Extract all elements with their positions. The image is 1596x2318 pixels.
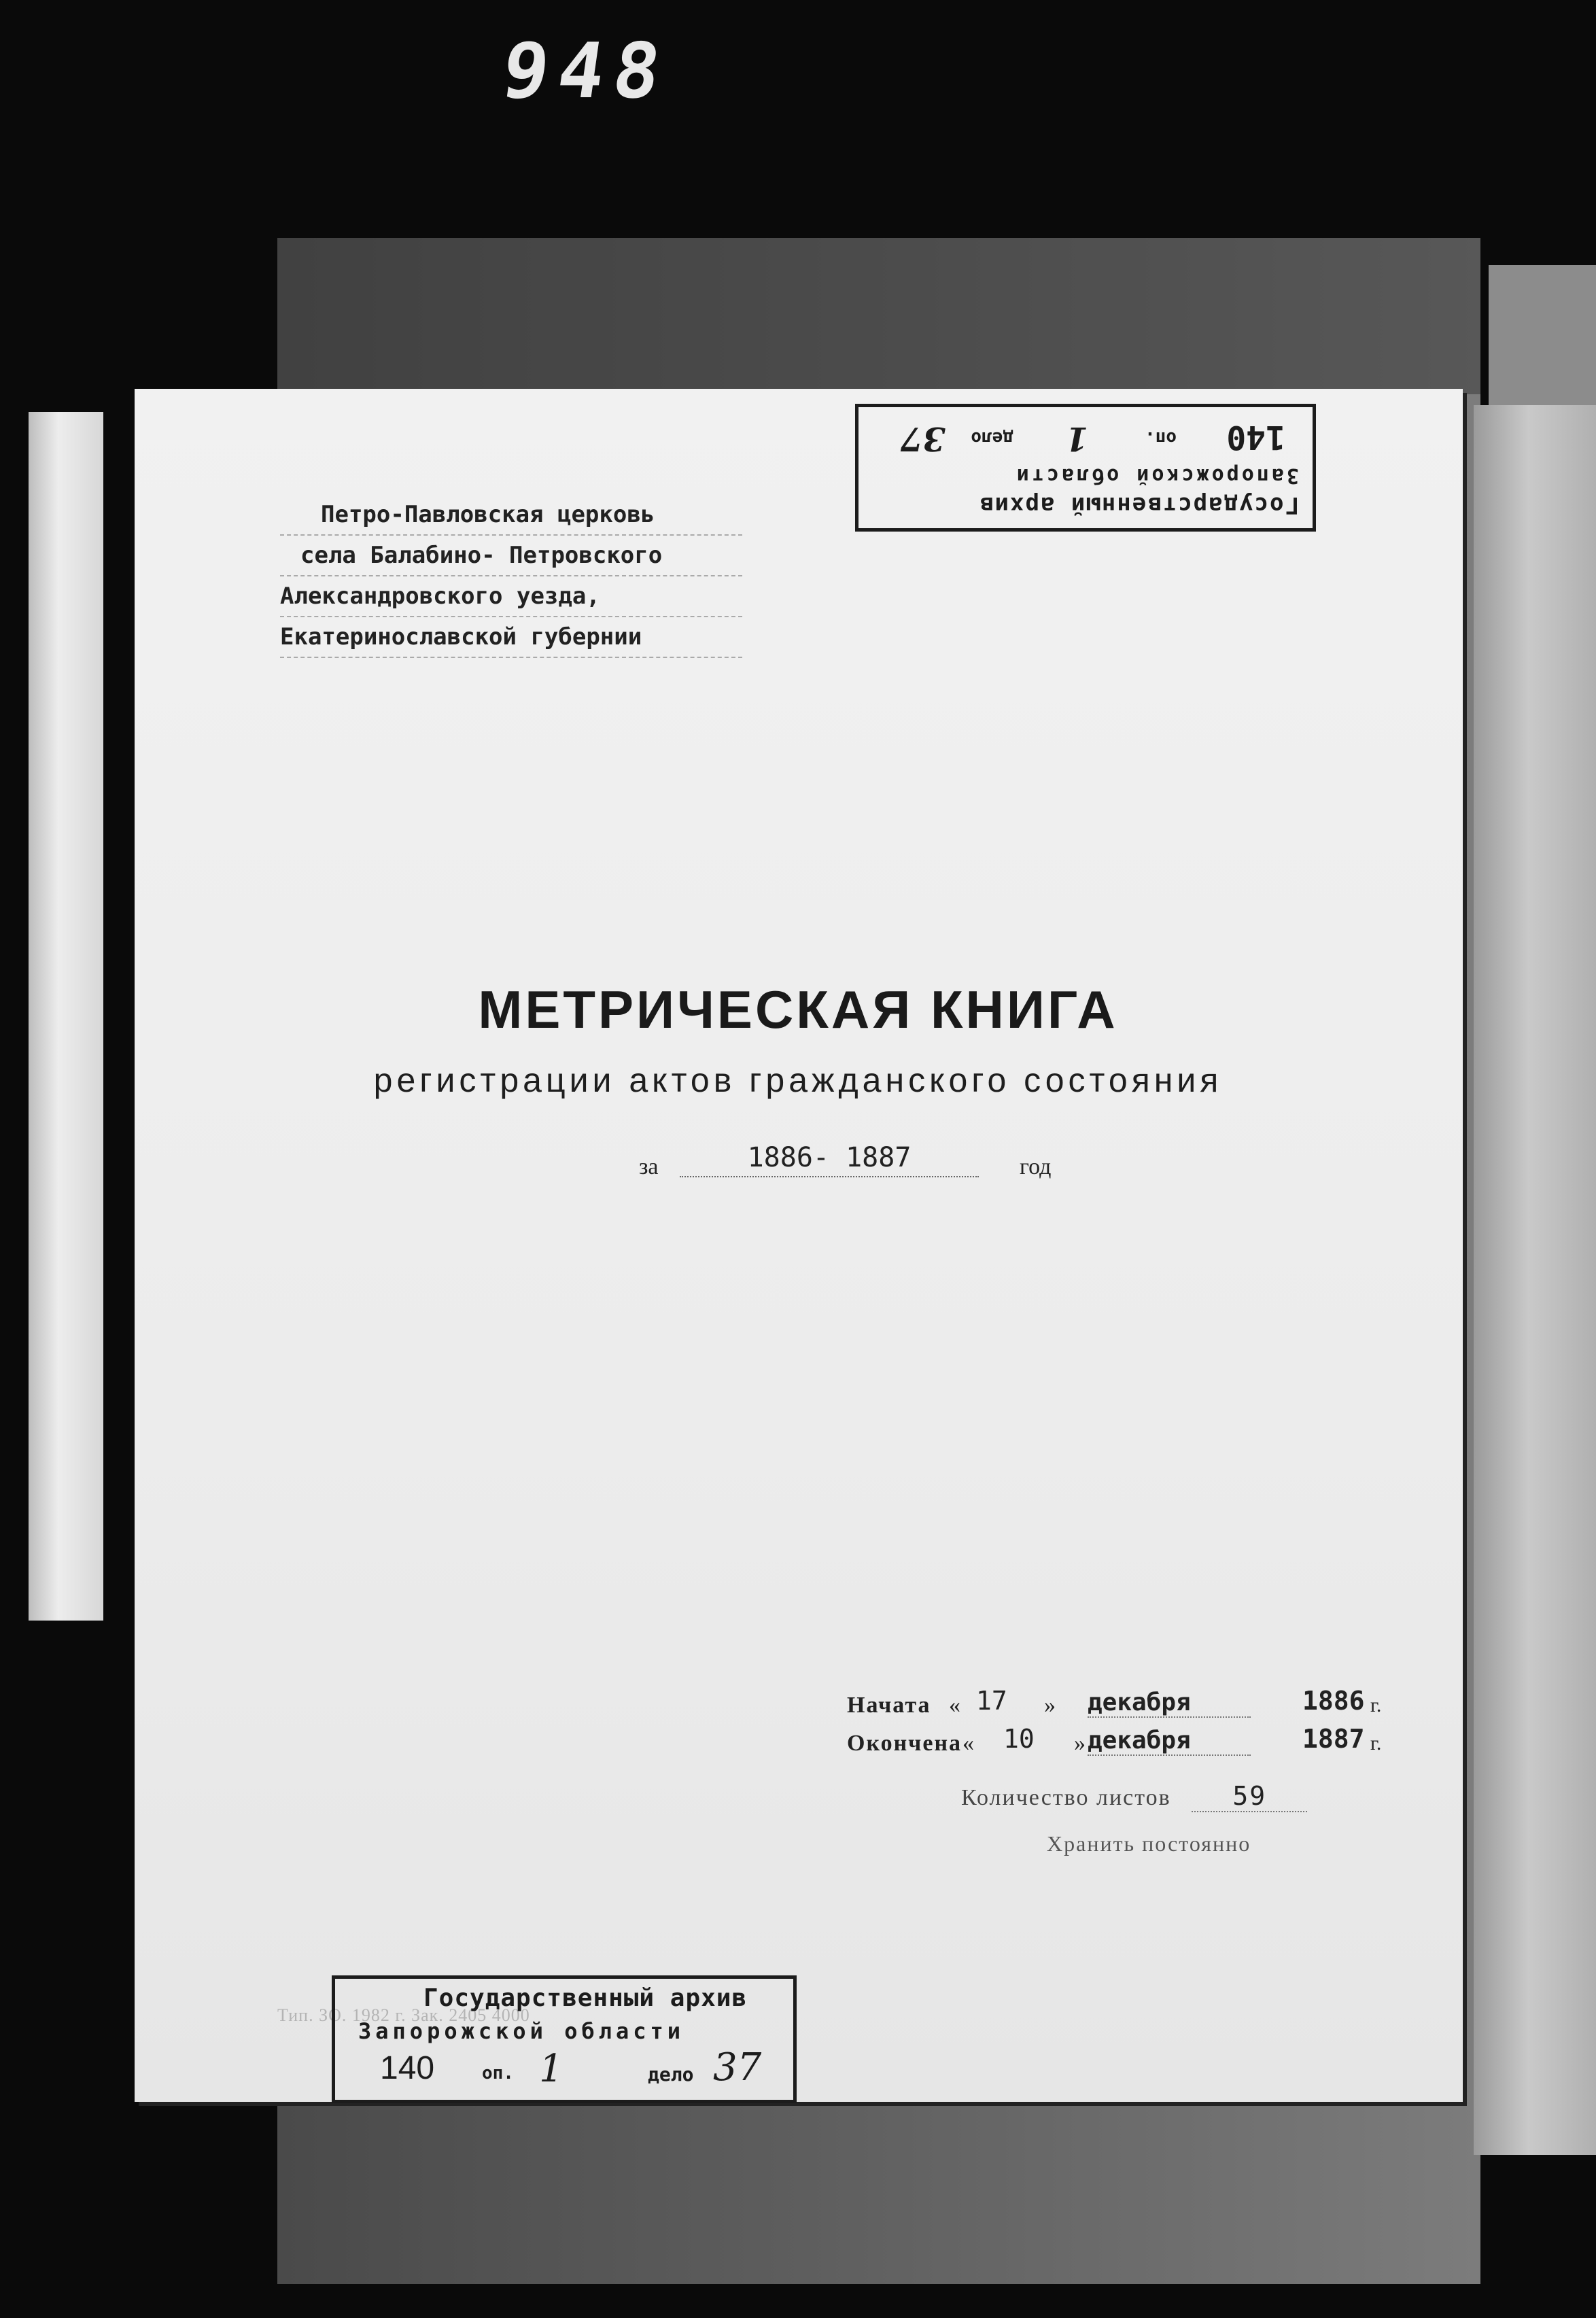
stamp-region-name: Запорожской области — [358, 2018, 685, 2044]
document-subtitle: регистрации актов гражданского состояния — [373, 1061, 1223, 1099]
end-year: 1887 — [1302, 1724, 1365, 1754]
stamp-archive-name: Государственный архив — [978, 491, 1299, 519]
stamp-opis-number: 1 — [1065, 419, 1088, 457]
stamp-opis-label: оп. — [482, 2063, 514, 2083]
stamp-region-name: Запорожской области — [1013, 464, 1299, 487]
stamp-delo-label: дело — [971, 428, 1013, 448]
right-sheet-edge — [1489, 265, 1596, 408]
stamp-opis-label: оп. — [1145, 428, 1177, 448]
printer-imprint: Тип. ЗО. 1982 г. Зак. 2405 4000 — [277, 2005, 530, 2025]
period-prefix: за — [639, 1154, 659, 1179]
start-date-row — [847, 1686, 1404, 1724]
start-year: 1886 — [1302, 1686, 1365, 1716]
period-suffix: год — [1020, 1154, 1052, 1179]
stamp-fund-number: 140 — [1226, 418, 1285, 456]
village-name: села Балабино- Петровского — [280, 536, 742, 576]
archive-stamp-bottom — [332, 1975, 797, 2103]
church-address-block — [280, 495, 742, 658]
start-quote-open: « — [949, 1693, 960, 1718]
stamp-fund-number: 140 — [380, 2050, 435, 2086]
stamp-delo-number: 37 — [900, 419, 946, 457]
end-year-suffix: г. — [1370, 1732, 1382, 1754]
uezd-name: Александровского уезда, — [280, 576, 742, 617]
end-day: 10 — [1003, 1724, 1035, 1754]
stamp-delo-label: дело — [648, 2063, 694, 2086]
document-title: МЕТРИЧЕСКАЯ КНИГА — [478, 980, 1118, 1039]
archive-stamp-top — [855, 404, 1316, 532]
start-label: Начата — [847, 1693, 931, 1718]
period-years: 1886- 1887 — [680, 1142, 979, 1177]
start-month: декабря — [1088, 1689, 1251, 1718]
end-month: декабря — [1088, 1727, 1251, 1756]
start-year-suffix: г. — [1370, 1694, 1382, 1716]
sheet-count-label: Количество листов — [961, 1785, 1171, 1810]
end-date-row — [847, 1724, 1404, 1762]
back-board-shadow — [277, 238, 1480, 394]
start-day: 17 — [976, 1686, 1007, 1716]
frame-number: 948 — [496, 27, 676, 116]
stamp-archive-name: Государственный архив — [423, 1984, 748, 2012]
end-quote-open: « — [962, 1731, 974, 1756]
right-paper-sheet — [1474, 405, 1596, 2155]
sheet-count-value: 59 — [1192, 1781, 1307, 1812]
sheet-count-row — [961, 1781, 1307, 1812]
date-range-block — [847, 1686, 1404, 1762]
stamp-opis-number: 1 — [539, 2047, 563, 2091]
stamp-delo-number: 37 — [713, 2045, 762, 2090]
retention-note: Хранить постоянно — [1047, 1831, 1251, 1856]
church-name: Петро-Павловская церковь — [280, 495, 742, 536]
gubernia-name: Екатеринославской губернии — [280, 617, 742, 658]
end-label: Окончена — [847, 1731, 962, 1756]
end-quote-close: » — [1074, 1731, 1086, 1756]
start-quote-close: » — [1044, 1693, 1056, 1718]
